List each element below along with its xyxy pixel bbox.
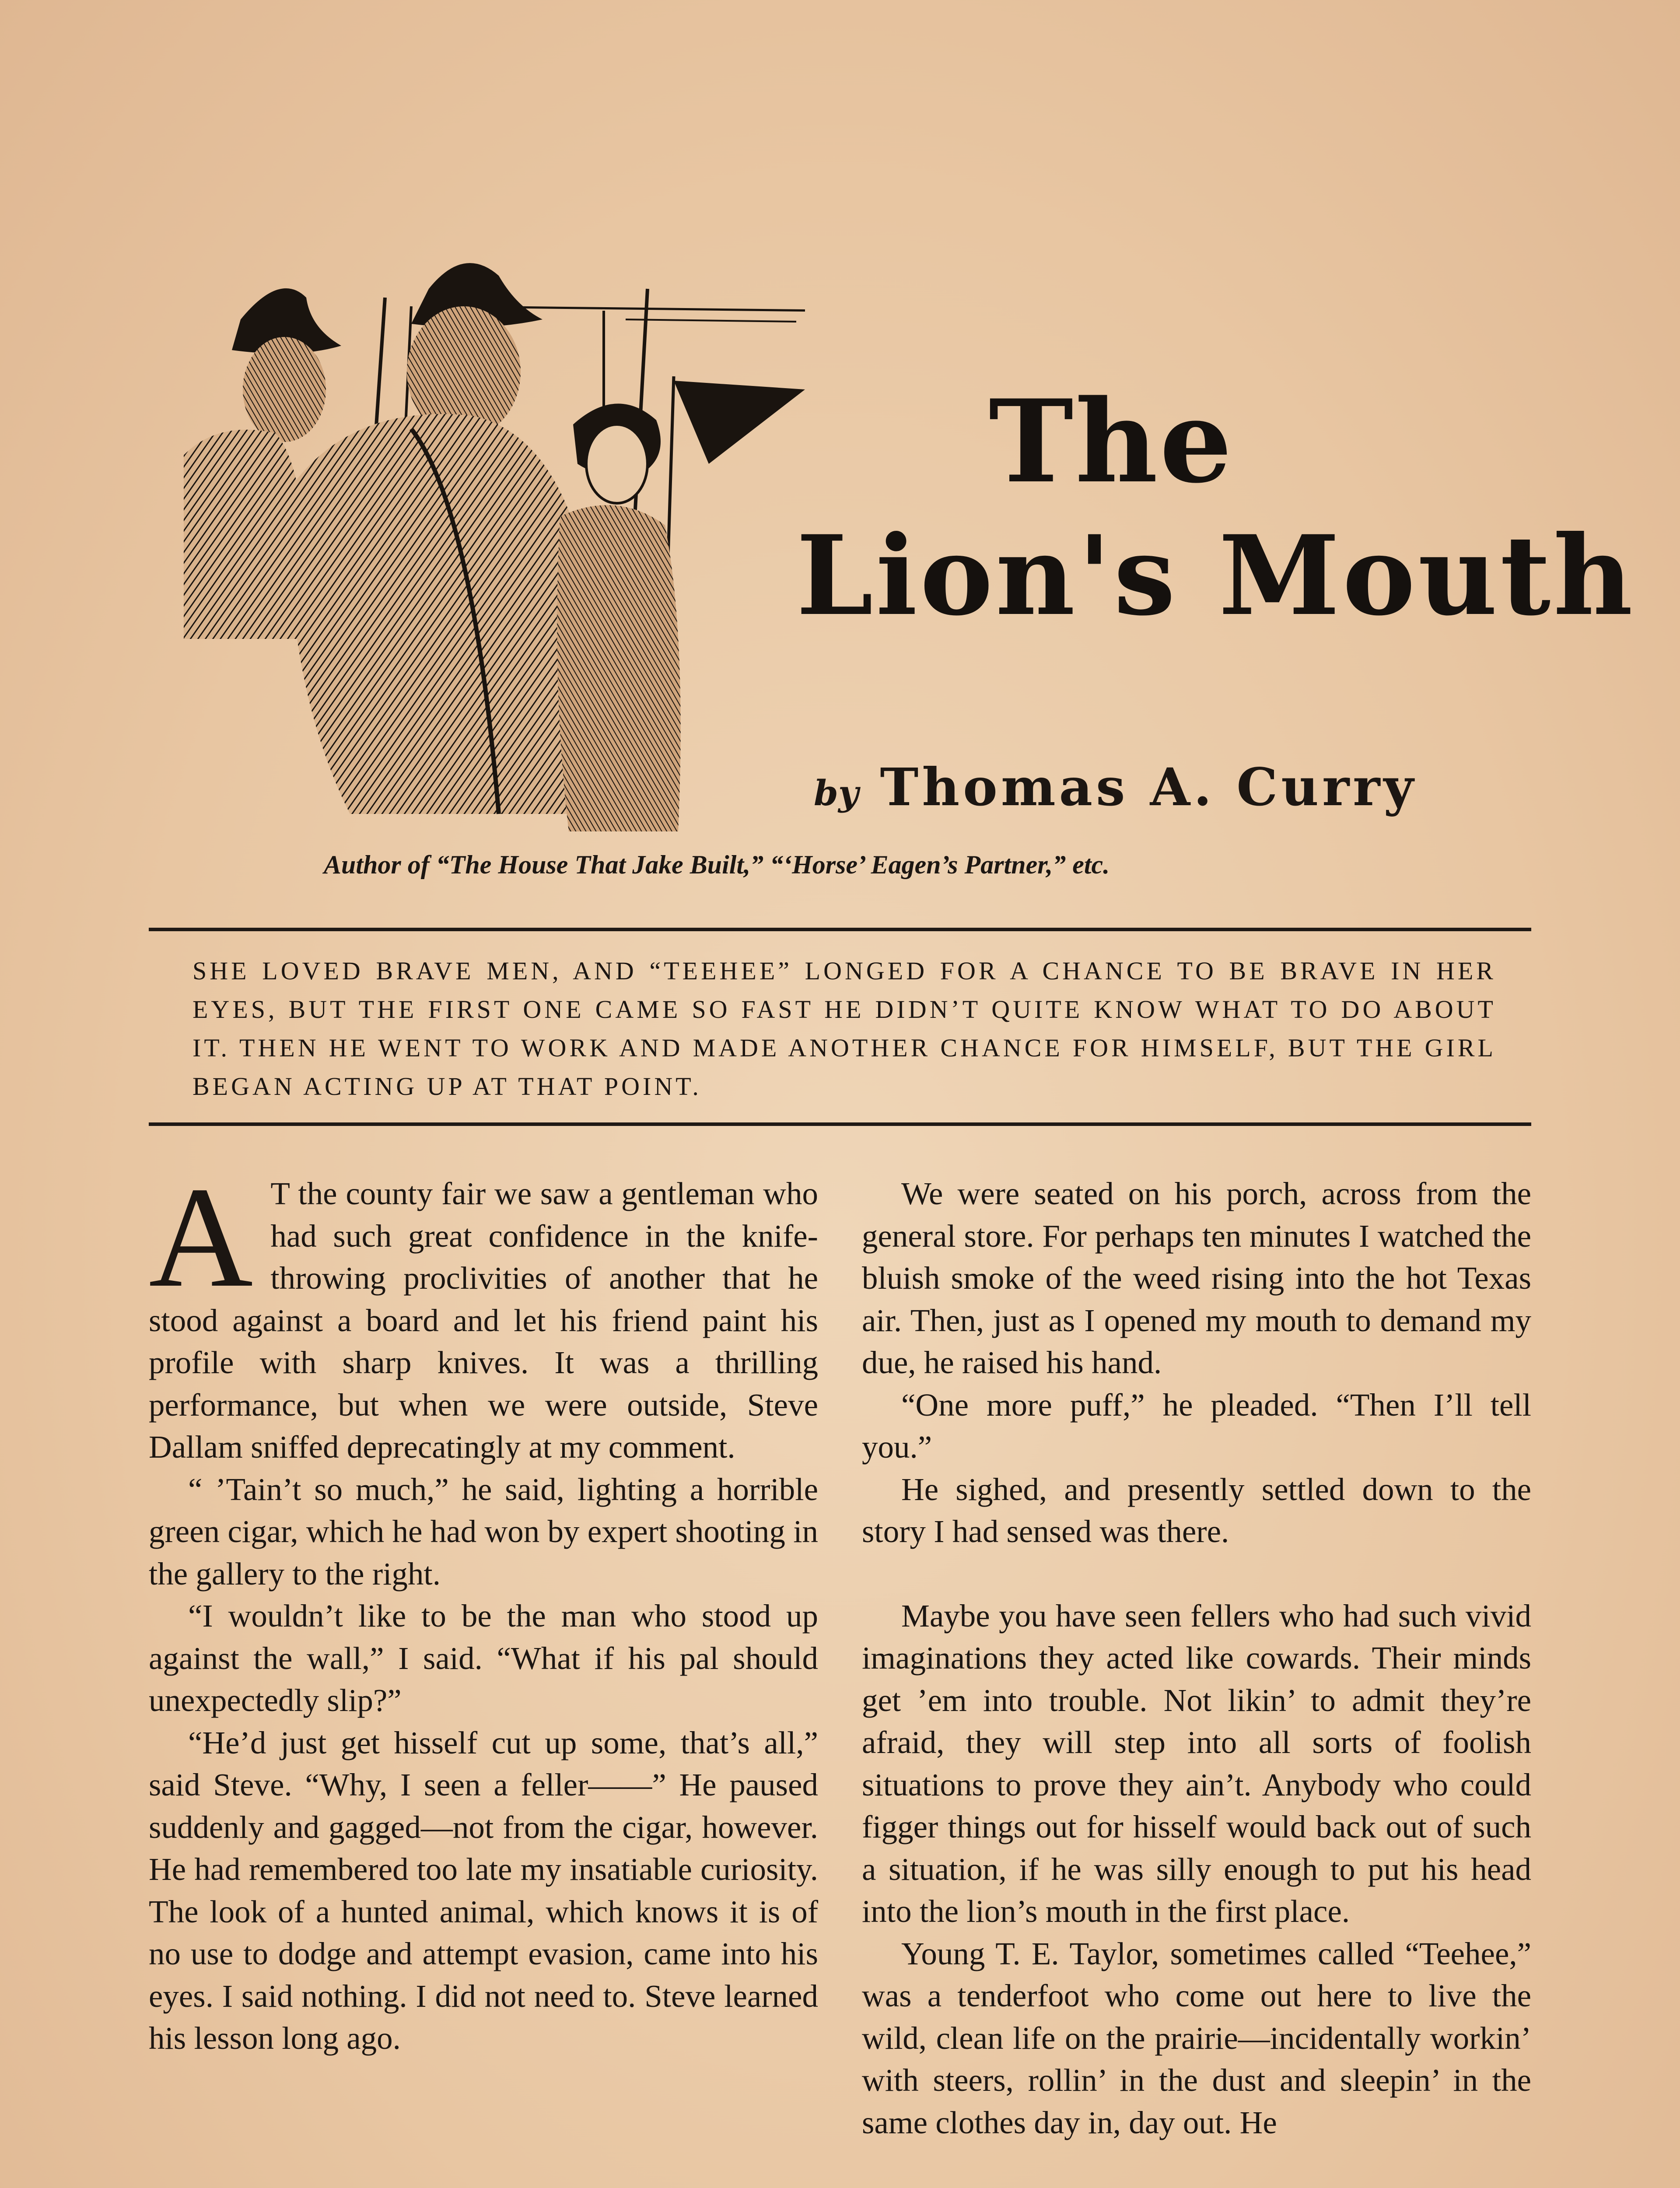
- paragraph: Young T. E. Taylor, sometimes called “Teehee,” was a tenderfoot who come out here to live the wild, clean life on the prairie—incidentally workin’ with steers, rollin’ in the dust and sleepin’ in the same clothes day in, day out. He: [862, 1936, 1531, 2140]
- paragraph: He sighed, and presently settled down to the story I had sensed was there.: [862, 1471, 1531, 1549]
- story-title-line2: Lion's Mouth: [796, 511, 1636, 640]
- author-credits: Author of “The House That Jake Built,” “‘Horse’ Eagen’s Partner,” etc.: [324, 850, 1110, 879]
- story-title-line1: The: [989, 375, 1234, 508]
- rule-bottom: [149, 1122, 1531, 1126]
- paragraph: Maybe you have seen fellers who had such vivid imaginations they acted like cowards. Their minds get ’em into trouble. Not likin’ to admit they’re afraid, they will step into all sorts of foolish situations to prove they ain’t. Anybody who could figger things out for hisself would back out of such a situation, if he was silly enough to put his head into the lion’s mouth in the first place.: [862, 1598, 1531, 1929]
- byline: [814, 757, 1505, 817]
- left-column: [149, 1157, 818, 2060]
- header-illustration: [166, 245, 805, 840]
- story-blurb: SHE LOVED BRAVE MEN, AND “TEEHEE” LONGED FOR A CHANCE TO BE BRAVE IN HER EYES, BUT THE FIRST ONE CAME SO FAST HE DIDN’T QUITE KNOW WHAT TO DO ABOUT IT. THEN HE WENT TO WORK AND MADE ANOTHER CHANCE FOR HIMSELF, BUT THE GIRL BEGAN ACTING UP AT THAT POINT.: [192, 957, 1496, 1101]
- author-name: Thomas A. Curry: [880, 757, 1417, 817]
- byline-by: by: [814, 772, 859, 813]
- rule-top: [149, 928, 1531, 931]
- paragraph: “I wouldn’t like to be the man who stood up against the wall,” I said. “What if his pal should unexpectedly slip?”: [149, 1598, 818, 1718]
- paragraph: A T the county fair we saw a gentleman who had such great confidence in the knife-throwing proclivities of another that he stood against a board and let his friend paint his profile with sharp knives. It was a thrilling performance, but when we were outside, Steve Dallam sniffed deprecatingly at my comment.: [149, 1157, 818, 1465]
- paragraph: We were seated on his porch, across from the general store. For perhaps ten minutes I watched the bluish smoke of the weed rising into the hot Texas air. Then, just as I opened my mouth to demand my due, he raised his hand.: [862, 1176, 1531, 1380]
- paragraph: “ ’Tain’t so much,” he said, lighting a horrible green cigar, which he had won by expert shooting in the gallery to the right.: [149, 1471, 818, 1592]
- drop-cap: A: [149, 1157, 253, 1317]
- paragraph: “One more puff,” he pleaded. “Then I’ll tell you.”: [862, 1387, 1531, 1465]
- paragraph: “He’d just get hisself cut up some, that’s all,” said Steve. “Why, I seen a feller——” He paused suddenly and gagged—not from the cigar, however. He had remembered too late my insatiable curiosity. The look of a hunted animal, which knows it is of no use to dodge and attempt evasion, came into his eyes. I said nothing. I did not need to. Steve learned his lesson long ago.: [149, 1725, 818, 2056]
- right-column: [862, 1173, 1531, 2144]
